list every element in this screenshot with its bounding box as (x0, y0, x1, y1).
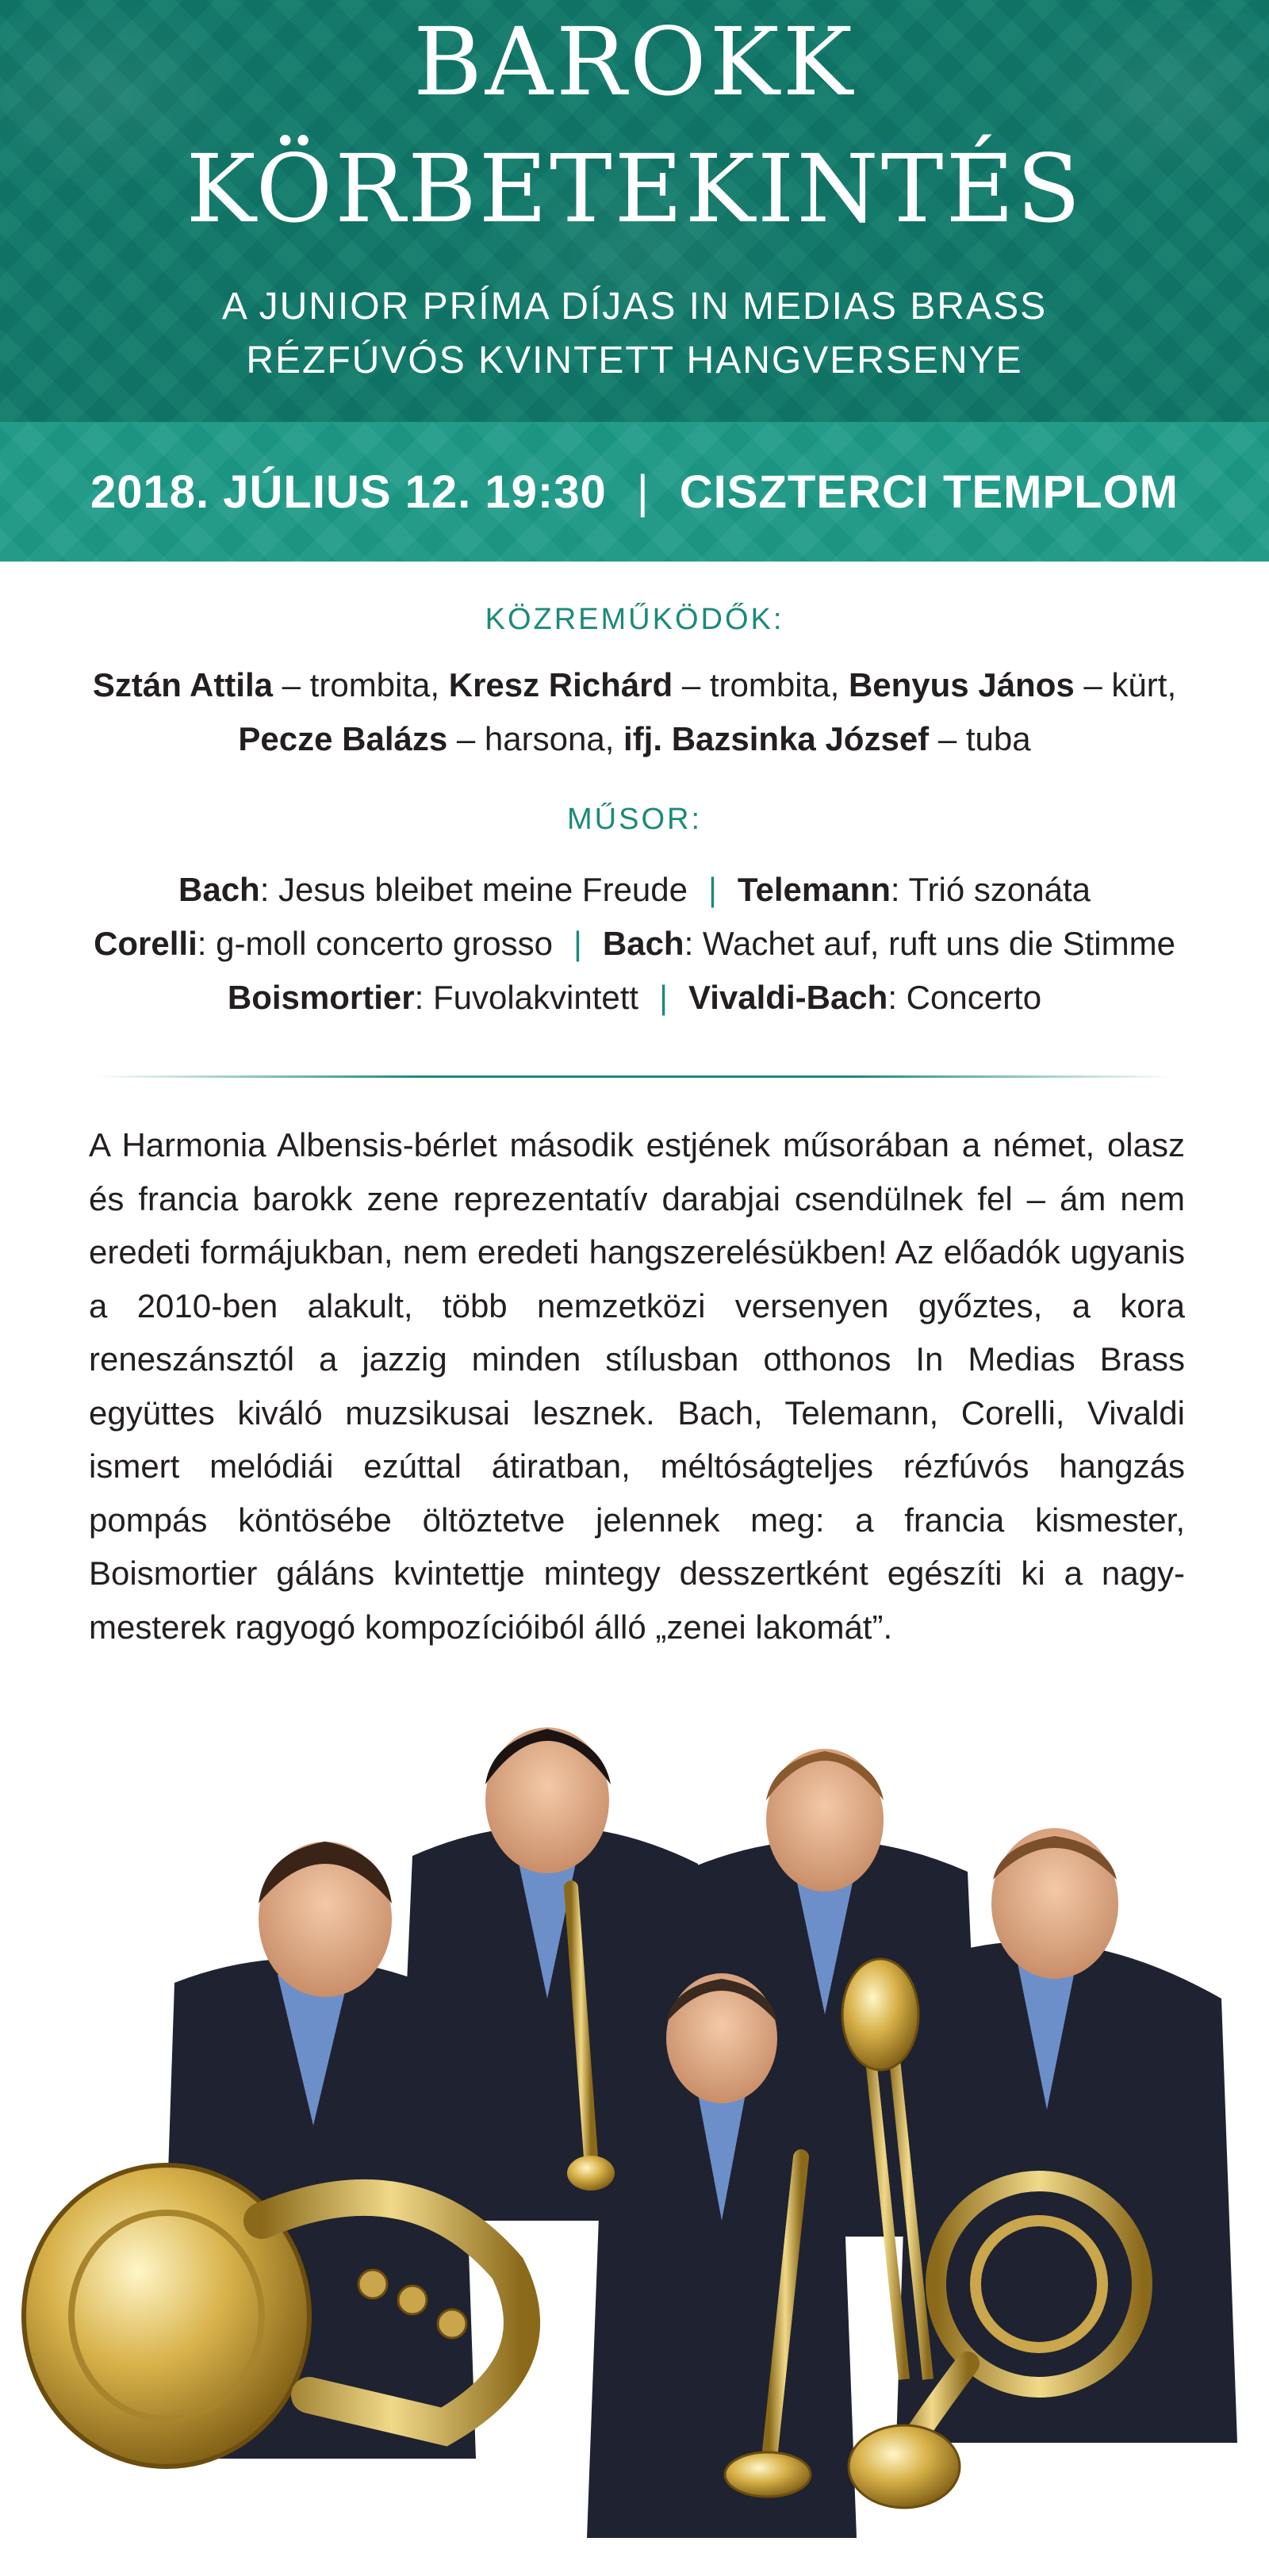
work-title: : Wachet auf, ruft uns die Stimme (684, 925, 1175, 962)
program-row (0, 918, 1269, 969)
date-venue-band (0, 422, 1269, 562)
page-title-line1: BAROKK (413, 7, 856, 117)
subtitle-line2: RÉZFÚVÓS KVINTETT HANGVERSENYE (246, 339, 1023, 381)
composer-name: Corelli (94, 925, 197, 962)
composer-name: Vivaldi-Bach (688, 979, 888, 1016)
header-banner (0, 0, 1269, 422)
performers-line2 (0, 714, 1269, 765)
program-separator: | (573, 925, 582, 962)
performers-label: KÖZREMŰKÖDŐK: (485, 603, 784, 636)
performer-role: – trombita, (673, 666, 849, 703)
performer-role: – tuba (929, 720, 1031, 757)
date-venue-separator: | (636, 466, 650, 518)
composer-name: Telemann (737, 871, 891, 908)
work-title: : Concerto (888, 979, 1042, 1016)
performer-name: ifj. Bazsinka József (623, 720, 930, 757)
composer-name: Bach (178, 871, 260, 908)
composer-name: Boismortier (227, 979, 415, 1016)
performer-role: – trombita, (272, 666, 449, 703)
performers-line1 (0, 660, 1269, 711)
subtitle-line1: A JUNIOR PRÍMA DÍJAS IN MEDIAS BRASS (221, 286, 1048, 328)
performer-role: – harsona, (447, 720, 624, 757)
work-title: : Trió szonáta (890, 871, 1091, 908)
work-title: : Jesus bleibet meine Freude (259, 871, 688, 908)
composer-name: Bach (602, 925, 684, 962)
performer-name: Pecze Balázs (238, 720, 448, 757)
program-separator: | (708, 871, 717, 908)
page-title-line2: KÖRBETEKINTÉS (186, 134, 1083, 243)
event-venue: CISZTERCI TEMPLOM (679, 466, 1179, 518)
performer-role: – kürt, (1074, 666, 1177, 703)
program-label: MŰSOR: (567, 803, 702, 836)
performer-name: Kresz Richárd (448, 666, 673, 703)
program-row (0, 972, 1269, 1023)
ensemble-illustration (0, 1666, 1269, 2576)
work-title: : Fuvolakvintett (414, 979, 639, 1016)
performer-name: Sztán Attila (92, 666, 273, 703)
program-separator: | (659, 979, 668, 1016)
ensemble-photo (0, 1666, 1269, 2576)
section-divider (95, 1075, 1174, 1078)
work-title: : g-moll concerto grosso (197, 925, 553, 962)
event-date: 2018. JÚLIUS 12. 19:30 (90, 466, 607, 518)
performer-name: Benyus János (848, 666, 1075, 703)
description-paragraph: A Harmonia Albensis-bérlet második estjének műsorában a német, olasz és francia barokk zene reprezentatív darabjai csendülnek fel – ám nem eredeti formájukban, nem eredeti hangszerelésükben! Az előadók ugyanis a 2010-ben alakult, több nemzetközi versenyen győztes, a kora reneszánsztól a jazzig minden stílusban otthonos In Medias Brass együttes kiváló muzsikusai lesznek. Bach, Telemann, Corelli, Vivaldi ismert melódiái ezúttal átiratban, méltóságteljes rézfúvós hangzás pompás köntösébe öltöztetve jelennek meg: a francia kismester, Boismortier gáláns kvintettje mintegy desszertként egészíti ki a nagymesterek ragyogó kompozícióiból álló „zenei lakomát”. (89, 1126, 1185, 1646)
program-row (0, 864, 1269, 915)
